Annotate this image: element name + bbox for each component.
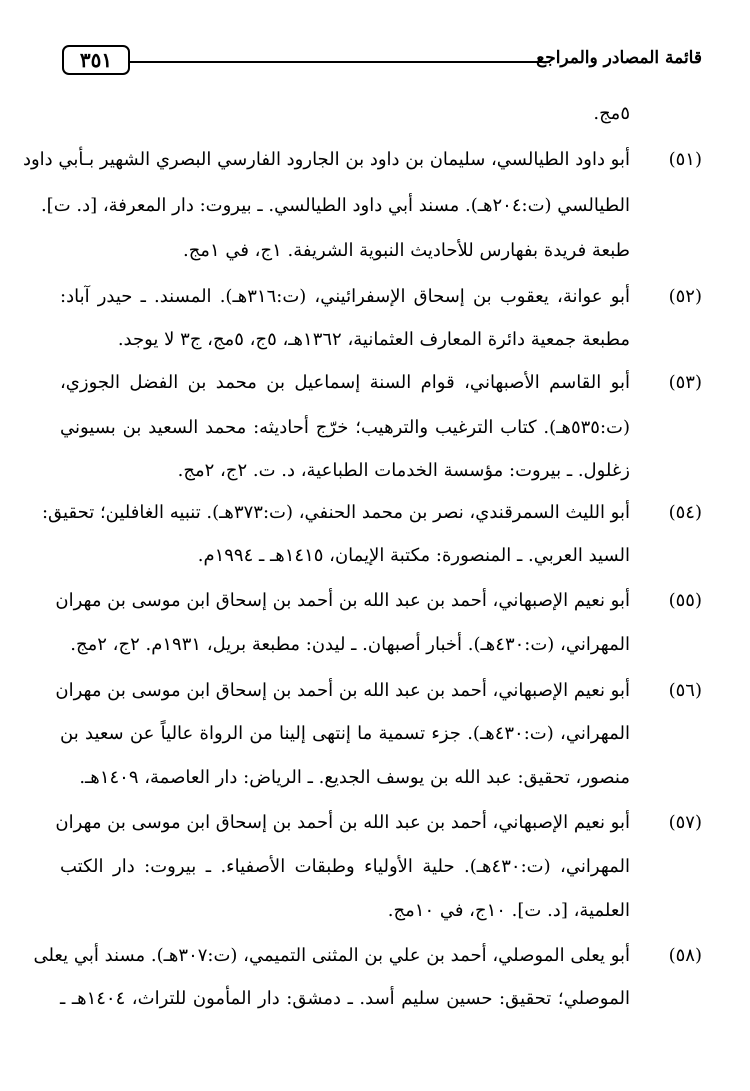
page-number: ٣٥١ (79, 48, 113, 72)
text-line: أبو الليث السمرقندي، نصر بن محمد الحنفي، (ت:٣٧٣هـ). تنبيه الغافلين؛ تحقيق: (41, 502, 630, 523)
running-header-title: قائمة المصادر والمراجع (536, 48, 702, 68)
text-line: الطيالسي (ت:٢٠٤هـ). مسند أبي داود الطيالسي. ـ بيروت: دار المعرفة، [د. ت]. (40, 195, 630, 216)
text-line: ٥مج. (593, 103, 630, 124)
text-line: أبو نعيم الإصبهاني، أحمد بن عبد الله بن أحمد بن إسحاق ابن موسى بن مهران (55, 680, 630, 701)
entry-number: (٥٧) (668, 812, 702, 833)
text-line: العلمية، [د. ت]. ١٠ج، في ١٠مج. (387, 900, 630, 921)
text-line: السيد العربي. ـ المنصورة: مكتبة الإيمان، ١٤١٥هـ ـ ١٩٩٤م. (197, 545, 630, 566)
header-rule (130, 61, 550, 63)
entry-number: (٥٥) (668, 590, 702, 611)
text-line: المهراني، (ت:٤٣٠هـ). حلية الأولياء وطبقات الأصفياء. ـ بيروت: دار الكتب (60, 856, 631, 877)
text-line: أبو القاسم الأصبهاني، قوام السنة إسماعيل بن محمد بن الفضل الجوزي، (60, 372, 630, 393)
text-line: أبو نعيم الإصبهاني، أحمد بن عبد الله بن أحمد بن إسحاق ابن موسى بن مهران (55, 812, 630, 833)
entry-number: (٥٦) (668, 680, 702, 701)
entry-number: (٥٨) (668, 945, 702, 966)
text-line: أبو داود الطيالسي، سليمان بن داود بن الجارود الفارسي البصري الشهير بـأبي داود (22, 149, 630, 170)
entry-number: (٥٢) (668, 286, 702, 307)
text-line: منصور، تحقيق: عبد الله بن يوسف الجديع. ـ الرياض: دار العاصمة، ١٤٠٩هـ. (79, 767, 630, 788)
text-line: المهراني، (ت:٤٣٠هـ). أخبار أصبهان. ـ ليدن: مطبعة بريل، ١٩٣١م. ٢ج، ٢مج. (70, 634, 630, 655)
page-number-box (62, 45, 130, 75)
text-line: أبو عوانة، يعقوب بن إسحاق الإسفرائيني، (ت:٣١٦هـ). المسند. ـ حيدر آباد: (60, 286, 630, 307)
entry-number: (٥١) (668, 149, 702, 170)
text-line: الموصلي؛ تحقيق: حسين سليم أسد. ـ دمشق: دار المأمون للتراث، ١٤٠٤هـ ـ (60, 988, 631, 1009)
text-line: مطبعة جمعية دائرة المعارف العثمانية، ١٣٦٢هـ، ٥ج، ٥مج، ج٣ لا يوجد. (117, 329, 630, 350)
text-line: المهراني، (ت:٤٣٠هـ). جزء تسمية ما إنتهى إلينا من الرواة عالياً عن سعيد بن (60, 723, 630, 744)
text-line: طبعة فريدة بفهارس للأحاديث النبوية الشريفة. ١ج، في ١مج. (182, 240, 630, 261)
text-line: (ت:٥٣٥هـ). كتاب الترغيب والترهيب؛ خرّج أحاديثه: محمد السعيد بن بسيوني (60, 417, 630, 438)
text-line: زغلول. ـ بيروت: مؤسسة الخدمات الطباعية، د. ت. ٢ج، ٢مج. (177, 460, 630, 481)
text-line: أبو يعلى الموصلي، أحمد بن علي بن المثنى التميمي، (ت:٣٠٧هـ). مسند أبي يعلى (33, 945, 630, 966)
text-line: أبو نعيم الإصبهاني، أحمد بن عبد الله بن أحمد بن إسحاق ابن موسى بن مهران (55, 590, 630, 611)
entry-number: (٥٤) (668, 502, 702, 523)
entry-number: (٥٣) (668, 372, 702, 393)
